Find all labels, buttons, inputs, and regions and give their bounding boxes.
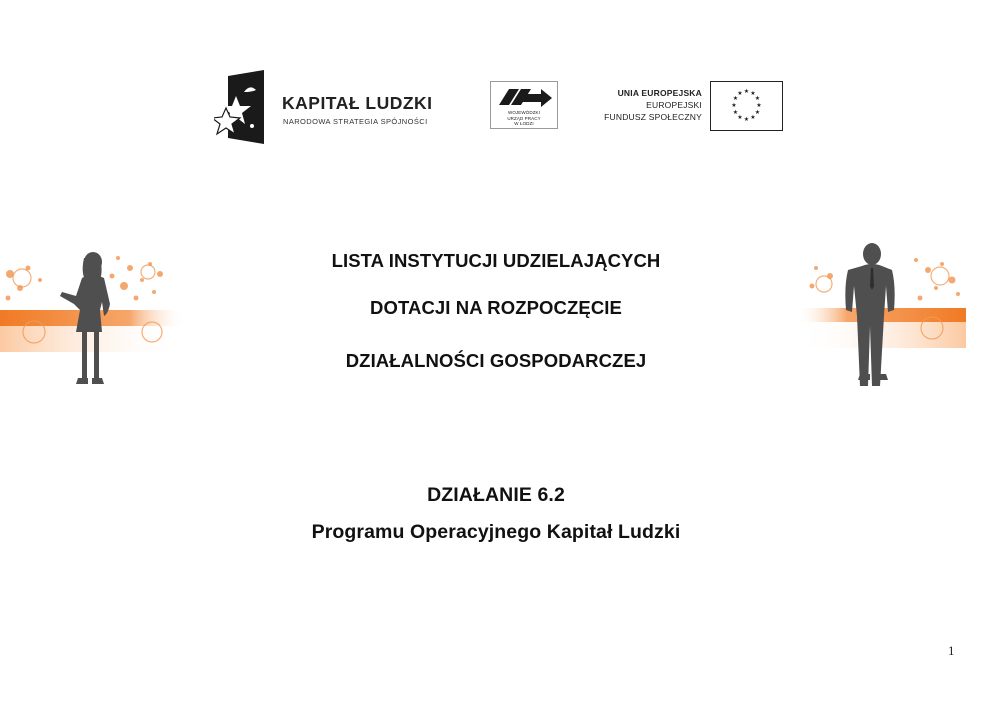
svg-text:★: ★ <box>750 114 756 121</box>
eu-logo <box>598 81 786 131</box>
kapital-ludzki-logo <box>214 68 459 146</box>
eu-line1: UNIA EUROPEJSKA <box>617 88 702 98</box>
svg-text:★: ★ <box>731 102 737 109</box>
eu-flag-icon <box>710 81 783 131</box>
svg-text:★: ★ <box>737 90 743 97</box>
kapital-ludzki-title: KAPITAŁ LUDZKI <box>282 93 433 113</box>
action-heading: DZIAŁANIE 6.2 <box>427 484 565 506</box>
wup-arrows-icon <box>497 85 553 109</box>
wup-line2: URZĄD PRACY <box>507 115 541 121</box>
svg-text:★: ★ <box>750 90 756 97</box>
eu-label <box>604 87 702 123</box>
title-line-1: LISTA INSTYTUCJI UDZIELAJĄCYCH <box>331 250 661 271</box>
svg-text:★: ★ <box>743 88 750 95</box>
wup-line3: W ŁODZI <box>514 121 534 126</box>
svg-text:★: ★ <box>732 109 739 116</box>
program-name: Programu Operacyjnego Kapitał Ludzki <box>311 521 681 543</box>
svg-text:★: ★ <box>754 95 761 102</box>
kapital-ludzki-subtitle: NARODOWA STRATEGIA SPÓJNOŚCI <box>283 117 428 126</box>
kapital-ludzki-emblem-icon <box>214 68 266 146</box>
eu-line3: FUNDUSZ SPOŁECZNY <box>604 112 702 122</box>
svg-text:★: ★ <box>737 114 743 121</box>
svg-text:★: ★ <box>743 116 750 123</box>
wup-label <box>491 110 557 127</box>
svg-text:★: ★ <box>756 102 762 109</box>
svg-text:★: ★ <box>732 95 739 102</box>
wup-line1: WOJEWÓDZKI <box>508 110 540 115</box>
svg-text:★: ★ <box>754 109 761 116</box>
page-number: 1 <box>948 643 955 658</box>
eu-line2: EUROPEJSKI <box>646 100 702 110</box>
wup-logo <box>490 81 558 129</box>
title-line-3: DZIAŁALNOŚCI GOSPODARCZEJ <box>345 350 647 371</box>
title-line-2: DOTACJI NA ROZPOCZĘCIE <box>370 297 622 318</box>
